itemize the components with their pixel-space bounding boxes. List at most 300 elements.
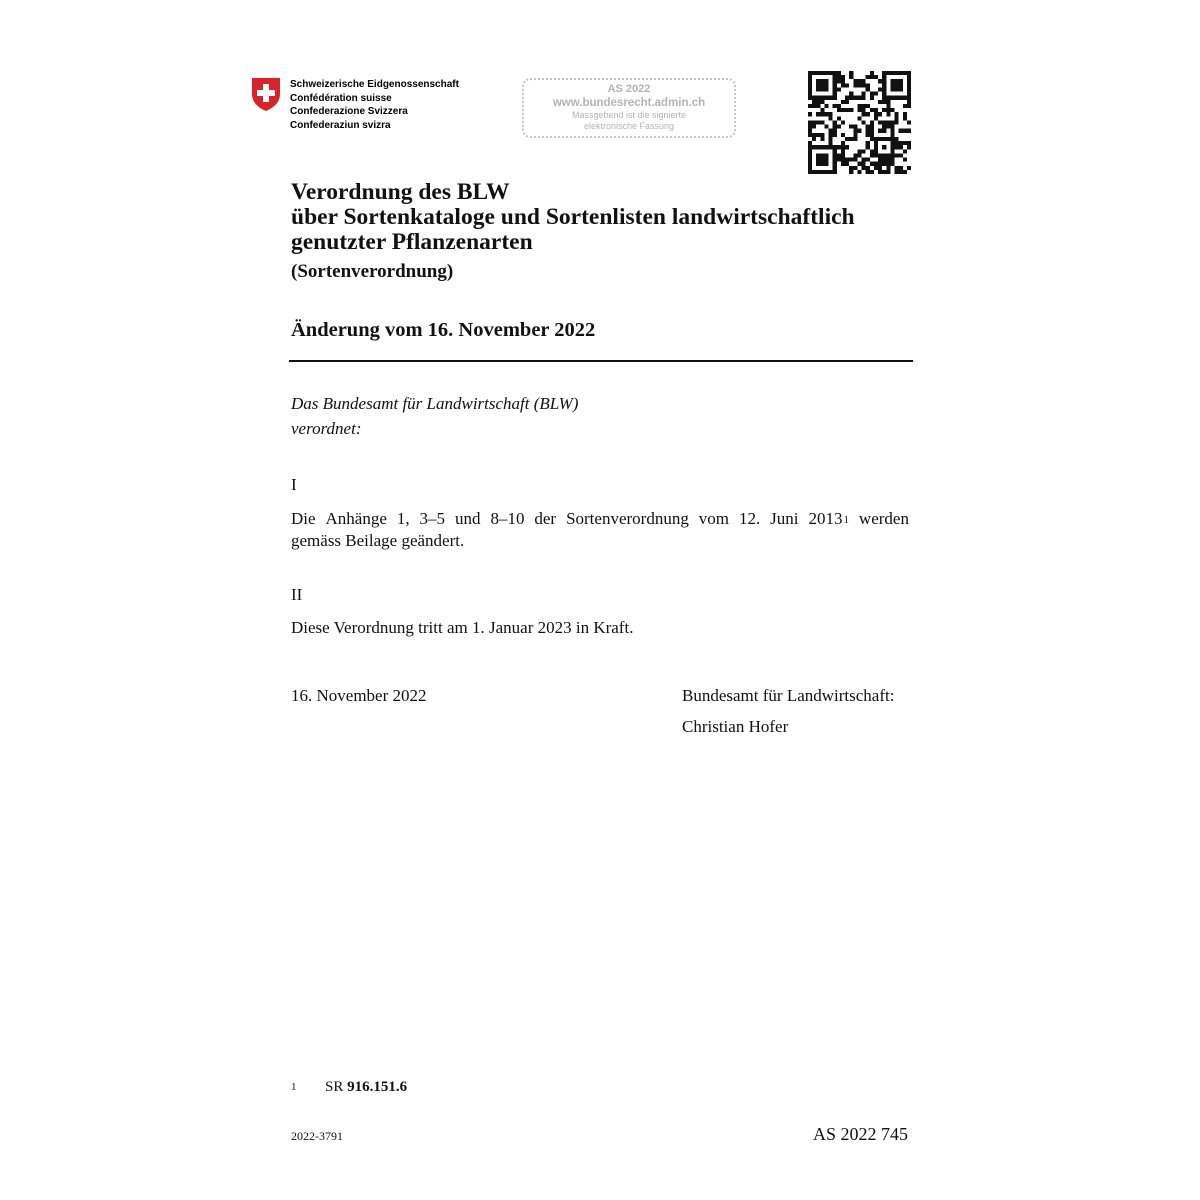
- qr-module: [857, 149, 861, 153]
- qr-module: [841, 75, 845, 79]
- signing-authority: Bundesamt für Landwirtschaft:: [682, 686, 895, 705]
- qr-module: [824, 79, 828, 83]
- word: der: [534, 509, 557, 528]
- qr-module: [895, 112, 899, 116]
- qr-module: [874, 116, 878, 120]
- qr-module: [886, 153, 890, 157]
- qr-module: [882, 170, 886, 174]
- confederation-name-de: Schweizerische Eidgenossenschaft: [290, 79, 459, 90]
- qr-module: [878, 158, 882, 162]
- qr-module: [837, 87, 841, 91]
- qr-module: [833, 96, 837, 100]
- qr-module: [849, 71, 853, 75]
- qr-module: [808, 79, 812, 83]
- qr-module: [841, 141, 845, 145]
- qr-module: [907, 166, 911, 170]
- qr-module: [816, 112, 820, 116]
- qr-module: [824, 162, 828, 166]
- qr-module: [816, 153, 820, 157]
- qr-module: [866, 104, 870, 108]
- qr-module: [890, 108, 894, 112]
- qr-module: [907, 83, 911, 87]
- qr-module: [895, 96, 899, 100]
- qr-module: [841, 79, 845, 83]
- qr-module: [820, 87, 824, 91]
- qr-module: [824, 158, 828, 162]
- qr-module: [845, 108, 849, 112]
- enacting-verb: verordnet:: [291, 419, 362, 438]
- qr-module: [833, 104, 837, 108]
- qr-module: [882, 120, 886, 124]
- qr-module: [882, 92, 886, 96]
- qr-module: [870, 149, 874, 153]
- qr-module: [890, 137, 894, 141]
- qr-module: [886, 162, 890, 166]
- qr-module: [870, 129, 874, 133]
- qr-module: [816, 100, 820, 104]
- ordinance-title: [291, 180, 931, 255]
- qr-module: [882, 162, 886, 166]
- title-line-2: über Sortenkataloge und Sortenlisten landwirtschaftlich: [291, 204, 855, 230]
- qr-module: [824, 83, 828, 87]
- qr-module: [812, 71, 816, 75]
- qr-module: [890, 71, 894, 75]
- official-collection-reference: AS 2022 745: [813, 1124, 909, 1144]
- qr-module: [882, 79, 886, 83]
- swiss-cross-shield-icon: [250, 76, 282, 112]
- qr-module: [824, 125, 828, 129]
- qr-module: [878, 120, 882, 124]
- stamp-line-3: Massgebend ist die signierte: [571, 110, 687, 120]
- word: Die: [291, 509, 316, 528]
- qr-module: [895, 120, 899, 124]
- qr-module: [862, 108, 866, 112]
- word: 3–5: [419, 509, 446, 528]
- qr-module: [878, 162, 882, 166]
- qr-module: [899, 129, 903, 133]
- qr-module: [899, 166, 903, 170]
- qr-module: [816, 104, 820, 108]
- qr-module: [829, 170, 833, 174]
- qr-module: [837, 116, 841, 120]
- qr-module: [808, 133, 812, 137]
- qr-module: [886, 112, 890, 116]
- qr-module: [862, 162, 866, 166]
- qr-module: [829, 71, 833, 75]
- qr-module: [882, 83, 886, 87]
- word-with-footnote: [808, 508, 849, 530]
- qr-module: [816, 158, 820, 162]
- qr-module: [849, 158, 853, 162]
- qr-module: [878, 112, 882, 116]
- qr-module: [878, 100, 882, 104]
- qr-module: [853, 96, 857, 100]
- qr-module: [890, 141, 894, 145]
- qr-module: [820, 83, 824, 87]
- qr-module: [866, 141, 870, 145]
- qr-module: [845, 100, 849, 104]
- qr-module: [874, 166, 878, 170]
- qr-module: [882, 137, 886, 141]
- qr-module: [820, 100, 824, 104]
- qr-module: [808, 141, 812, 145]
- qr-module: [899, 145, 903, 149]
- qr-module: [899, 96, 903, 100]
- qr-module: [829, 137, 833, 141]
- amendment-date-heading: Änderung vom 16. November 2022: [291, 319, 596, 341]
- stamp-line-1: AS 2022: [607, 83, 651, 95]
- qr-module: [849, 137, 853, 141]
- qr-module: [853, 133, 857, 137]
- qr-module: [812, 100, 816, 104]
- qr-module: [829, 116, 833, 120]
- qr-module: [853, 83, 857, 87]
- qr-module: [890, 120, 894, 124]
- qr-module: [903, 170, 907, 174]
- qr-module: [862, 79, 866, 83]
- qr-module: [862, 149, 866, 153]
- qr-module: [829, 112, 833, 116]
- qr-module: [899, 79, 903, 83]
- qr-module: [870, 137, 874, 141]
- qr-module: [862, 104, 866, 108]
- confederation-name-it: Confederazione Svizzera: [290, 106, 408, 117]
- qr-module: [857, 170, 861, 174]
- qr-module: [890, 153, 894, 157]
- qr-module: [816, 120, 820, 124]
- qr-module: [862, 96, 866, 100]
- qr-module: [808, 120, 812, 124]
- word: Juni: [770, 509, 799, 528]
- qr-module: [899, 87, 903, 91]
- qr-module: [837, 79, 841, 83]
- qr-module: [808, 166, 812, 170]
- qr-module: [866, 158, 870, 162]
- footnote-number: 1: [291, 1081, 297, 1093]
- section-2-text: Diese Verordnung tritt am 1. Januar 2023 in Kraft.: [291, 618, 634, 637]
- qr-module: [816, 170, 820, 174]
- qr-module: [837, 153, 841, 157]
- qr-module: [812, 170, 816, 174]
- qr-module: [857, 104, 861, 108]
- qr-module: [829, 129, 833, 133]
- qr-module: [870, 75, 874, 79]
- qr-module: [849, 75, 853, 79]
- qr-module: [899, 71, 903, 75]
- qr-module: [870, 108, 874, 112]
- qr-module: [882, 153, 886, 157]
- confederation-name-fr: Confédération suisse: [290, 92, 392, 104]
- qr-module: [853, 125, 857, 129]
- qr-module: [895, 145, 899, 149]
- qr-module: [812, 145, 816, 149]
- qr-module: [808, 129, 812, 133]
- qr-module: [874, 108, 878, 112]
- qr-module: [866, 87, 870, 91]
- confederation-name-rm: Confederaziun svizra: [290, 119, 391, 131]
- qr-module: [824, 96, 828, 100]
- qr-module: [870, 170, 874, 174]
- qr-module: [853, 153, 857, 157]
- qr-module: [890, 87, 894, 91]
- qr-module: [882, 108, 886, 112]
- qr-module: [907, 75, 911, 79]
- qr-module: [857, 116, 861, 120]
- qr-module: [853, 158, 857, 162]
- section-1-line-1: [291, 508, 909, 530]
- qr-module: [895, 166, 899, 170]
- qr-module: [808, 83, 812, 87]
- qr-module: [890, 79, 894, 83]
- qr-module: [849, 92, 853, 96]
- qr-module: [845, 158, 849, 162]
- qr-module: [820, 79, 824, 83]
- qr-module: [903, 129, 907, 133]
- qr-module: [833, 71, 837, 75]
- qr-module: [820, 108, 824, 112]
- qr-module: [862, 158, 866, 162]
- qr-module: [878, 129, 882, 133]
- qr-module: [820, 145, 824, 149]
- qr-module: [866, 125, 870, 129]
- qr-module: [903, 112, 907, 116]
- qr-module: [837, 71, 841, 75]
- qr-module: [874, 145, 878, 149]
- qr-module: [882, 129, 886, 133]
- qr-module: [890, 125, 894, 129]
- qr-module: [808, 71, 812, 75]
- qr-module: [907, 120, 911, 124]
- qr-module: [833, 170, 837, 174]
- qr-module: [808, 153, 812, 157]
- qr-module: [886, 108, 890, 112]
- qr-module: [824, 87, 828, 91]
- qr-module: [808, 87, 812, 91]
- qr-module: [866, 170, 870, 174]
- qr-module: [895, 153, 899, 157]
- qr-module: [816, 162, 820, 166]
- qr-module: [882, 100, 886, 104]
- qr-module: [899, 170, 903, 174]
- qr-module: [870, 153, 874, 157]
- word: werden: [858, 509, 909, 528]
- qr-module: [895, 170, 899, 174]
- qr-module: [907, 92, 911, 96]
- qr-module: [874, 162, 878, 166]
- qr-module: [886, 71, 890, 75]
- qr-module: [841, 120, 845, 124]
- qr-module: [812, 137, 816, 141]
- qr-module: [829, 133, 833, 137]
- qr-module: [833, 145, 837, 149]
- qr-module: [849, 108, 853, 112]
- qr-module: [808, 125, 812, 129]
- qr-module: [837, 75, 841, 79]
- word: 12.: [738, 509, 761, 528]
- qr-module: [808, 96, 812, 100]
- qr-module: [890, 149, 894, 153]
- qr-module: [874, 137, 878, 141]
- qr-module: [907, 129, 911, 133]
- qr-module: [895, 137, 899, 141]
- qr-module: [886, 120, 890, 124]
- qr-module: [886, 166, 890, 170]
- qr-module: [812, 120, 816, 124]
- qr-module: [862, 92, 866, 96]
- title-line-1: Verordnung des BLW: [291, 179, 510, 205]
- qr-module: [903, 141, 907, 145]
- official-collection-stamp: [522, 78, 736, 138]
- qr-module: [907, 104, 911, 108]
- qr-module: [816, 87, 820, 91]
- qr-module: [853, 129, 857, 133]
- qr-module: [820, 133, 824, 137]
- qr-module: [857, 83, 861, 87]
- word: und: [454, 509, 481, 528]
- qr-module: [833, 120, 837, 124]
- qr-module: [890, 129, 894, 133]
- qr-module: [853, 79, 857, 83]
- confederation-names: [290, 78, 459, 132]
- qr-module: [874, 112, 878, 116]
- qr-module: [870, 120, 874, 124]
- qr-module: [824, 112, 828, 116]
- qr-module: [857, 108, 861, 112]
- qr-module: [820, 170, 824, 174]
- qr-module: [816, 96, 820, 100]
- qr-module: [866, 83, 870, 87]
- qr-module: [899, 83, 903, 87]
- qr-module: [820, 162, 824, 166]
- qr-module: [874, 153, 878, 157]
- qr-module: [890, 145, 894, 149]
- qr-module: [866, 75, 870, 79]
- qr-module: [816, 133, 820, 137]
- qr-module: [882, 125, 886, 129]
- qr-module: [837, 158, 841, 162]
- qr-module: [886, 96, 890, 100]
- qr-module: [853, 166, 857, 170]
- qr-module: [845, 145, 849, 149]
- title-line-3: genutzter Pflanzenarten: [291, 229, 533, 255]
- qr-module: [882, 96, 886, 100]
- qr-module: [820, 158, 824, 162]
- qr-module: [878, 170, 882, 174]
- qr-module: [870, 96, 874, 100]
- qr-module: [849, 170, 853, 174]
- qr-module: [841, 100, 845, 104]
- qr-module: [878, 137, 882, 141]
- qr-module: [824, 71, 828, 75]
- qr-module: [857, 162, 861, 166]
- signatory-name: Christian Hofer: [682, 717, 789, 736]
- section-heading-1: I: [291, 475, 297, 494]
- qr-module: [907, 145, 911, 149]
- qr-module: [833, 149, 837, 153]
- qr-module: [808, 158, 812, 162]
- qr-module: [837, 125, 841, 129]
- qr-module: [824, 104, 828, 108]
- qr-module: [907, 141, 911, 145]
- qr-module: [870, 133, 874, 137]
- qr-module: [903, 71, 907, 75]
- qr-module: [882, 87, 886, 91]
- qr-module: [845, 137, 849, 141]
- qr-module: [907, 100, 911, 104]
- qr-module: [812, 96, 816, 100]
- qr-module: [895, 79, 899, 83]
- qr-module: [882, 71, 886, 75]
- qr-module: [833, 129, 837, 133]
- qr-module: [808, 104, 812, 108]
- qr-module: [903, 116, 907, 120]
- qr-module: [866, 129, 870, 133]
- qr-module: [866, 112, 870, 116]
- qr-module: [829, 96, 833, 100]
- qr-module: [833, 87, 837, 91]
- qr-module: [907, 87, 911, 91]
- qr-module: [820, 120, 824, 124]
- qr-module: [899, 153, 903, 157]
- qr-module: [833, 158, 837, 162]
- qr-module: [837, 145, 841, 149]
- qr-module: [841, 153, 845, 157]
- qr-module: [849, 125, 853, 129]
- qr-module: [882, 145, 886, 149]
- qr-module: [833, 133, 837, 137]
- qr-module: [808, 92, 812, 96]
- footnote-marker[interactable]: 1: [843, 514, 849, 526]
- qr-module: [849, 166, 853, 170]
- qr-module: [870, 162, 874, 166]
- qr-module: [820, 96, 824, 100]
- section-1-text: [291, 508, 909, 552]
- qr-module: [824, 145, 828, 149]
- qr-module: [812, 104, 816, 108]
- qr-module: [895, 87, 899, 91]
- qr-module: [874, 149, 878, 153]
- qr-module: [857, 96, 861, 100]
- qr-module: [824, 153, 828, 157]
- qr-module: [874, 141, 878, 145]
- qr-module: [870, 71, 874, 75]
- title-divider: [289, 360, 913, 362]
- qr-module: [890, 162, 894, 166]
- qr-module: [833, 162, 837, 166]
- qr-module: [866, 166, 870, 170]
- qr-module: [862, 120, 866, 124]
- stamp-line-4: elektronische Fassung: [583, 121, 675, 131]
- qr-module: [866, 145, 870, 149]
- word: 1,: [396, 509, 410, 528]
- qr-module: [874, 75, 878, 79]
- qr-module: [899, 141, 903, 145]
- qr-module: [841, 108, 845, 112]
- qr-module: [895, 83, 899, 87]
- qr-module: [907, 96, 911, 100]
- qr-module: [841, 133, 845, 137]
- qr-module: [808, 145, 812, 149]
- qr-module: [816, 71, 820, 75]
- qr-module: [878, 153, 882, 157]
- qr-module: [907, 79, 911, 83]
- qr-module: [878, 87, 882, 91]
- enacting-clause: [291, 391, 578, 441]
- qr-module: [903, 104, 907, 108]
- qr-module: [857, 79, 861, 83]
- qr-module: [903, 158, 907, 162]
- footnote-sr-number[interactable]: 916.151.6: [347, 1079, 408, 1095]
